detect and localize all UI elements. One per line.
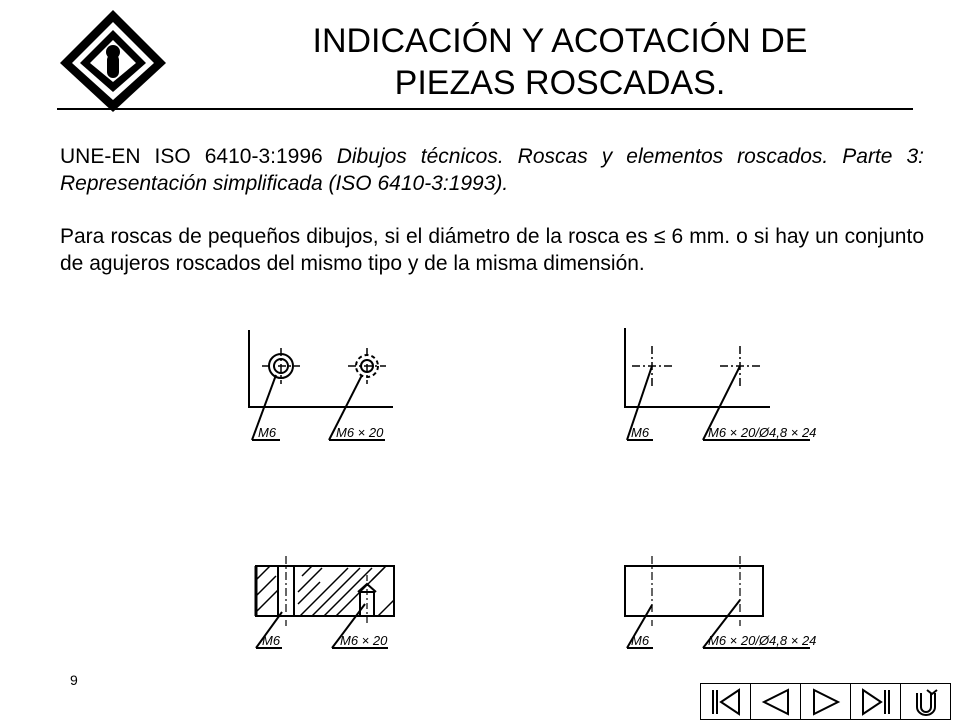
fig-bl-label-b: M6 × 20 xyxy=(340,633,388,648)
figure-bottom-left xyxy=(256,556,394,648)
fig-tl-label-a: M6 xyxy=(258,425,277,440)
title-line-1: INDICACIÓN Y ACOTACIÓN DE xyxy=(312,22,808,60)
paragraph-part-1: Para roscas de pequeños dibujos, si el diámetro de la rosca es xyxy=(60,225,648,248)
last-slide-button[interactable] xyxy=(850,683,901,720)
slide-number: 9 xyxy=(70,672,78,688)
fig-tl-label-b: M6 × 20 xyxy=(336,425,384,440)
fig-tr-label-b: M6 × 20/Ø4,8 × 24 xyxy=(708,425,817,440)
standard-title: Dibujos técnicos. Roscas y elementos roscados. Parte 3: Representación simplificada (ISO 6410-3:1993). xyxy=(60,145,924,195)
fig-tr-label-a: M6 xyxy=(631,425,650,440)
last-slide-icon xyxy=(858,687,894,717)
figure-top-right xyxy=(625,328,810,440)
page-title xyxy=(200,20,920,104)
small-thread-paragraph xyxy=(60,223,924,277)
return-button[interactable] xyxy=(900,683,951,720)
title-divider xyxy=(57,108,913,110)
standard-reference xyxy=(60,143,924,197)
fig-br-label-a: M6 xyxy=(631,633,650,648)
fig-bl-label-a: M6 xyxy=(262,633,281,648)
paragraph-part-2: 6 mm. o si hay un conjunto de agujeros roscados del mismo tipo y de la misma dimensión. xyxy=(60,225,925,275)
fig-br-label-b: M6 × 20/Ø4,8 × 24 xyxy=(708,633,817,648)
figure-top-left xyxy=(249,330,393,440)
return-icon xyxy=(908,687,944,717)
slide-navigation xyxy=(700,683,950,720)
next-slide-button[interactable] xyxy=(800,683,851,720)
university-crest-icon xyxy=(58,8,168,113)
title-line-2: PIEZAS ROSCADAS. xyxy=(394,64,726,102)
standard-code: UNE-EN ISO 6410-3:1996 xyxy=(60,145,323,168)
previous-slide-button[interactable] xyxy=(750,683,801,720)
first-slide-icon xyxy=(708,687,744,717)
previous-slide-icon xyxy=(758,687,794,717)
leq-symbol: ≤ xyxy=(653,225,666,248)
first-slide-button[interactable] xyxy=(700,683,751,720)
next-slide-icon xyxy=(808,687,844,717)
figure-bottom-right xyxy=(625,556,810,648)
